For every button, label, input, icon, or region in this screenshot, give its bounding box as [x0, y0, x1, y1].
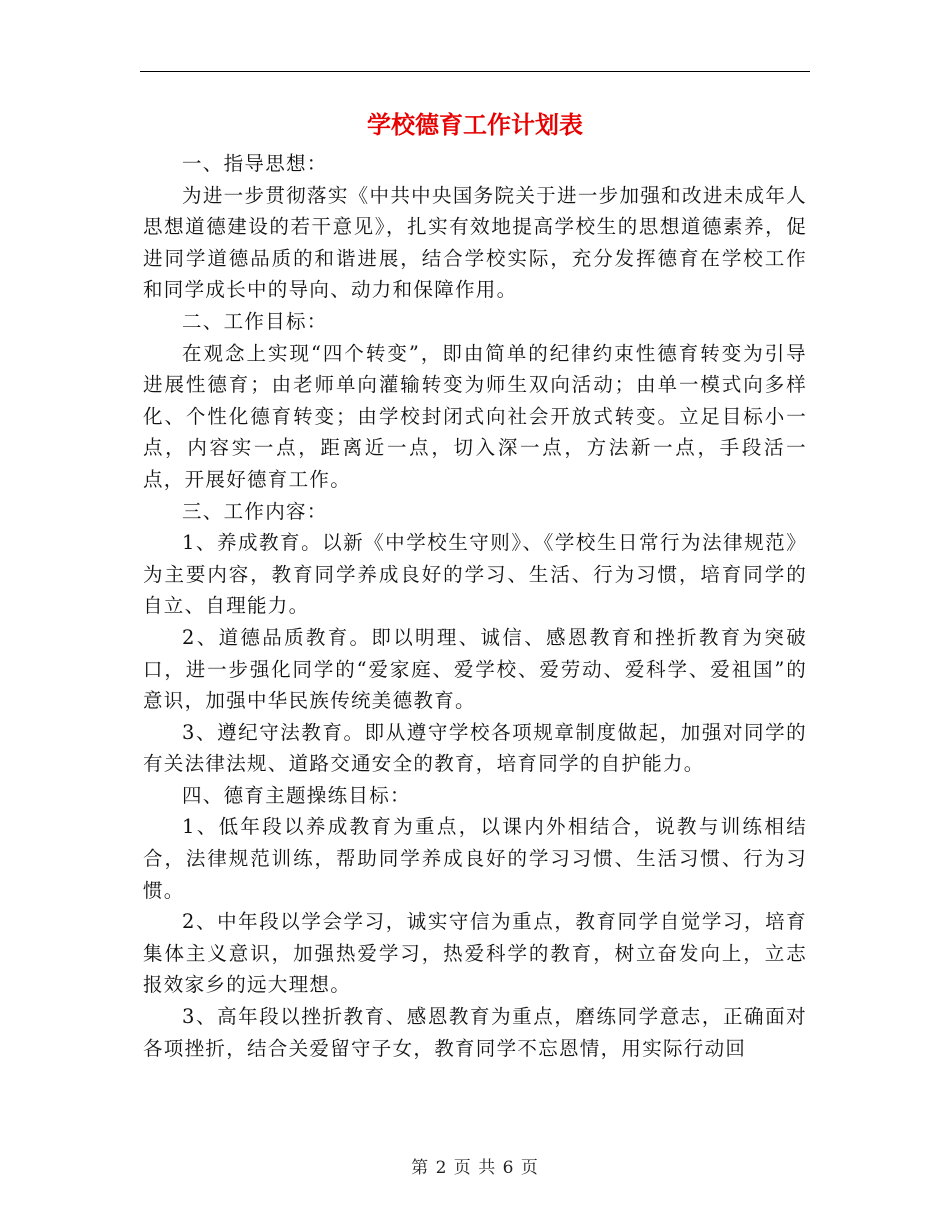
paragraph-content-item-1: 1、养成教育。以新《中学校生守则》、《学校生日常行为法律规范》为主要内容，教育同学养成良好的学习、生活、行为习惯，培育同学的自立、自理能力。: [143, 531, 807, 618]
paragraph-guiding-ideology: 为进一步贯彻落实《中共中央国务院关于进一步加强和改进未成年人思想道德建设的若干意见》，扎实有效地提高学校生的思想道德素养，促进同学道德品质的和谐进展，结合学校实际，充分发挥德育在学校工作和同学成长中的导向、动力和保障作用。: [143, 183, 807, 302]
document-body: [143, 148, 807, 1064]
section-heading-work-goals: 二、工作目标：: [182, 309, 328, 333]
paragraph-target-lower-grades: 1、低年段以养成教育为重点，以课内外相结合，说教与训练相结合，法律规范训练，帮助同学养成良好的学习习惯、生活习惯、行为习惯。: [143, 815, 807, 902]
paragraph-target-upper-grades: 3、高年段以挫折教育、感恩教育为重点，磨练同学意志，正确面对各项挫折，结合关爱留守子女，教育同学不忘恩情，用实际行动回: [143, 1005, 807, 1060]
paragraph-content-item-3: 3、遵纪守法教育。即从遵守学校各项规章制度做起，加强对同学的有关法律法规、道路交通安全的教育，培育同学的自护能力。: [143, 720, 807, 776]
section-heading-theme-targets: 四、德育主题操练目标：: [182, 783, 411, 807]
paragraph-content-item-2: 2、道德品质教育。即以明理、诚信、感恩教育和挫折教育为突破口，进一步强化同学的“爱家庭、爱学校、爱劳动、爱科学、爱祖国”的意识，加强中华民族传统美德教育。: [143, 625, 807, 713]
section-heading-work-content: 三、工作内容：: [182, 499, 328, 523]
paragraph-target-middle-grades: 2、中年段以学会学习，诚实守信为重点，教育同学自觉学习，培育集体主义意识，加强热爱学习，热爱科学的教育，树立奋发向上，立志报效家乡的远大理想。: [143, 910, 807, 997]
paragraph-work-goals: 在观念上实现“四个转变”，即由简单的纪律约束性德育转变为引导进展性德育；由老师单向灌输转变为师生双向活动；由单一模式向多样化、个性化德育转变；由学校封闭式向社会开放式转变。立足目标小一点，内容实一点，距离近一点，切入深一点，方法新一点，手段活一点，开展好德育工作。: [143, 341, 807, 491]
page-footer: 第 2 页 共 6 页: [411, 1158, 539, 1178]
header-rule: [140, 71, 810, 72]
document-title: 学校德育工作计划表: [367, 110, 583, 139]
section-heading-guiding-ideology: 一、指导思想：: [182, 152, 328, 175]
